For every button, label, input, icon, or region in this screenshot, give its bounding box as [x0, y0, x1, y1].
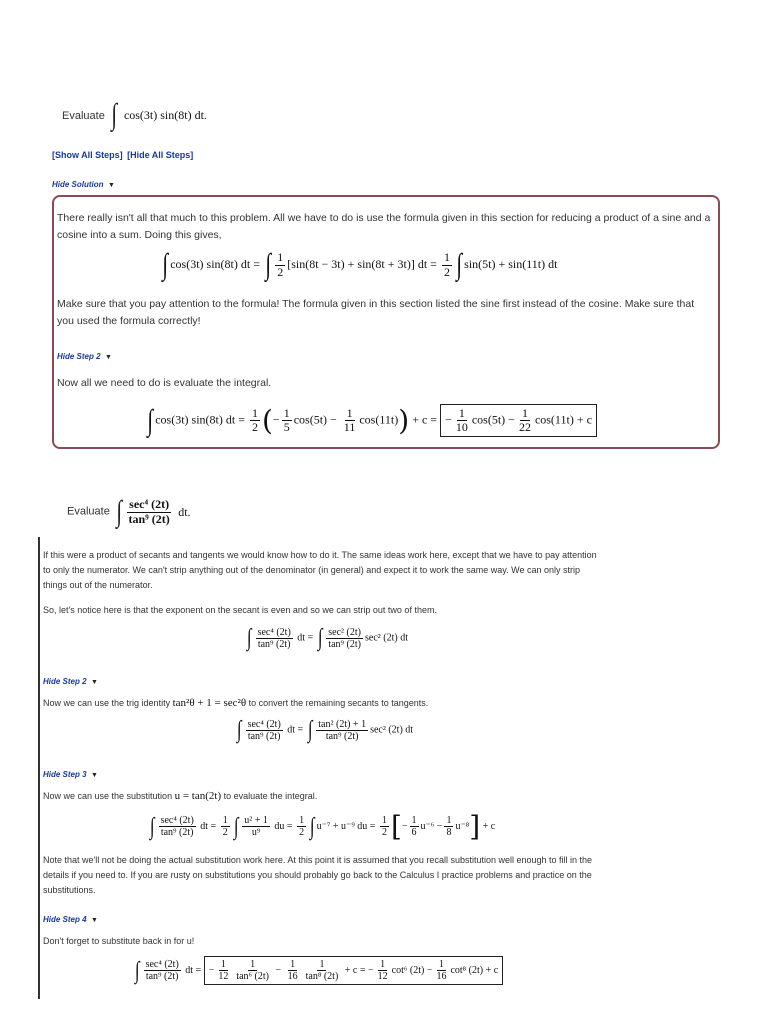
p2-hide-step-3-toggle[interactable]: Hide Step 3 ▼ — [43, 770, 98, 779]
caret-down-icon: ▼ — [108, 182, 115, 189]
problem2-statement: Evaluate ∫ $\frac{\text{sec⁴ (2t)}}{\text{tan⁹ (2t)}}$ dt. — [67, 495, 191, 528]
p2-equation-3: ∫ $\frac{\text{sec⁴ (2t)}}{\text{tan⁹ (2t)}}$ dt = $\frac{1}{2}$ ∫ $\frac{\text{u² + 1}}{\text{u⁹}}$ du = $\frac{1}{2}$ ∫ u⁻⁷ + u⁻⁹ du = $\frac{1}{2}$ [− $\frac{1}{6}$ u⁻⁶ − $\frac{1}{8}$ u⁻⁸] + c — [149, 810, 496, 843]
caret-down-icon: ▼ — [91, 772, 98, 779]
p2-paragraph-1: If this were a product of secants and tangents we would know how to do it. The same ideas work here, except that we have to pay attention to only the numerator. We can't strip anything out of the denominator (in general) and expect it to work the same way. We can only strip things out of the numerator. — [43, 550, 597, 590]
caret-down-icon: ▼ — [105, 354, 112, 361]
show-all-steps-link[interactable]: [Show All Steps] — [52, 150, 123, 160]
p2-equation-4: ∫ $\frac{\text{sec⁴ (2t)}}{\text{tan⁹ (2t)}}$ dt = − $\frac{1}{12}$ $\frac{1}{\text{tan⁶ (2t)}}$ − $\frac{1}{16}$ $\frac{1}{\text{tan⁸ (2t)}}$ + c = − $\frac{1}{12}$ cot⁶ (2t) − $\frac{1}{16}$ cot⁸ (2t) + c — [133, 956, 503, 985]
solution-paragraph-2: Make sure that you pay attention to the formula! The formula given in this section listed the sine first instead of the cosine. Make sure that you used the formula correctly! — [57, 298, 695, 327]
caret-down-icon: ▼ — [91, 917, 98, 924]
solution-paragraph-1: There really isn't all that much to this problem. All we have to do is use the formula given in this section for reducing a product of a sine and a cosine into a sum. Doing this gives, — [57, 212, 711, 241]
equation-2: ∫ cos(3t) sin(8t) dt = $\frac{1}{2}$ (− $\frac{1}{5}$ cos(5t) − $\frac{1}{11}$ cos(11t)) + c = − $\frac{1}{10}$ cos(5t) − $\frac{1}{22}$ cos(11t) + c — [145, 404, 597, 437]
boxed-answer: − $\frac{1}{10}$ cos(5t) − $\frac{1}{22}$ cos(11t) + c — [440, 404, 597, 437]
solution-paragraph-3: Now all we need to do is evaluate the integral. — [57, 377, 272, 389]
left-rule — [38, 537, 40, 999]
p2-equation-1: ∫ $\frac{\text{sec⁴ (2t)}}{\text{tan⁹ (2t)}}$ dt = ∫ $\frac{\text{sec² (2t)}}{\text{tan⁹ (2t)}}$ sec² (2t) dt — [246, 625, 408, 651]
p2-paragraph-2: So, let's notice here is that the exponent on the secant is even and so we can strip out two of them. — [43, 605, 437, 615]
p2-paragraph-4: Now we can use the substitution u = tan(2t) to evaluate the integral. — [43, 790, 318, 802]
caret-down-icon: ▼ — [91, 679, 98, 686]
p2-paragraph-3: Now we can use the trig identity tan²θ + 1 = sec²θ to convert the remaining secants to tangents. — [43, 697, 429, 709]
p2-paragraph-5: Note that we'll not be doing the actual substitution work here. At this point it is assumed that you recall substitution well enough to fill in the details if you need to. If you are rusty on substitutions you should probably go back to the Calculus I practice problems and practice on the substitutions. — [43, 855, 593, 895]
p2-hide-step-4-toggle[interactable]: Hide Step 4 ▼ — [43, 915, 98, 924]
step-controls — [52, 145, 193, 163]
p2-equation-2: ∫ $\frac{\text{sec⁴ (2t)}}{\text{tan⁹ (2t)}}$ dt = ∫ $\frac{\text{tan² (2t) + 1}}{\text{tan⁹ (2t)}}$ sec² (2t) dt — [236, 717, 414, 743]
p2-hide-step-2-toggle[interactable]: Hide Step 2 ▼ — [43, 677, 98, 686]
hide-all-steps-link[interactable]: [Hide All Steps] — [127, 150, 194, 160]
equation-1: ∫ cos(3t) sin(8t) dt = ∫ $\frac{1}{2}$ [sin(8t − 3t) + sin(8t + 3t)] dt = $\frac{1}{2}$ ∫ sin(5t) + sin(11t) dt — [162, 248, 558, 281]
p2-paragraph-6: Don't forget to substitute back in for u! — [43, 936, 195, 946]
problem1-statement: Evaluate ∫ cos(3t) sin(8t) dt. — [62, 98, 207, 131]
hide-solution-toggle[interactable]: Hide Solution ▼ — [52, 180, 115, 189]
hide-step-2-toggle[interactable]: Hide Step 2 ▼ — [57, 352, 112, 361]
boxed-answer: − $\frac{1}{12}$ $\frac{1}{\text{tan⁶ (2t)}}$ − $\frac{1}{16}$ $\frac{1}{\text{tan⁸ (2t)}}$ + c = − $\frac{1}{12}$ cot⁶ (2t) − $\frac{1}{16}$ cot⁸ (2t) + c — [204, 956, 503, 985]
integral-sign: ∫ — [111, 98, 118, 131]
